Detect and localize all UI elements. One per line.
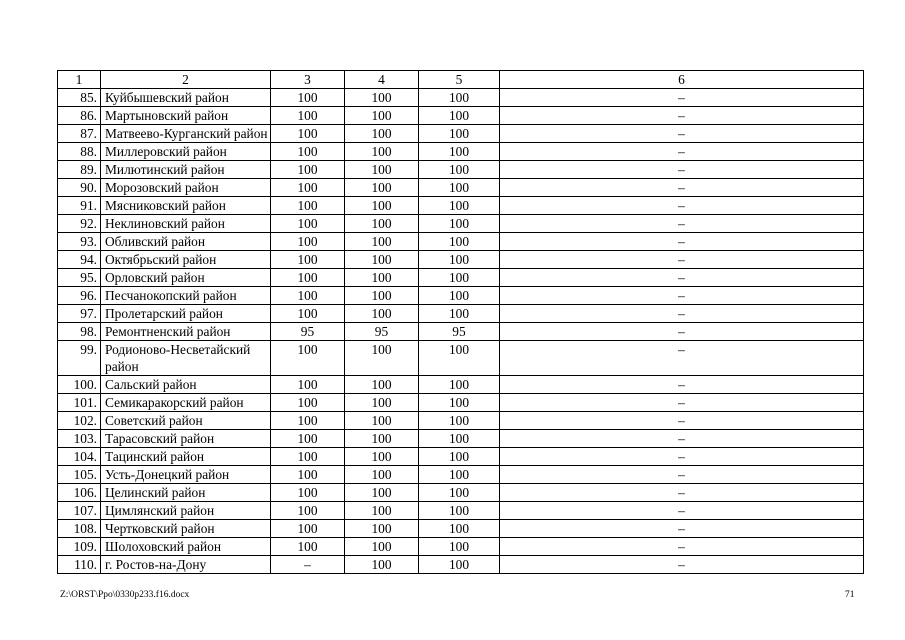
district-name-cell: Усть-Донецкий район bbox=[101, 466, 271, 484]
row-number-cell: 92. bbox=[58, 215, 101, 233]
district-name-cell: Тарасовский район bbox=[101, 430, 271, 448]
header-cell: 6 bbox=[500, 71, 864, 89]
value-cell-6: – bbox=[500, 502, 864, 520]
value-cell-4: 100 bbox=[345, 412, 419, 430]
value-cell-6: – bbox=[500, 430, 864, 448]
value-cell-4: 100 bbox=[345, 376, 419, 394]
district-name-cell: Цимлянский район bbox=[101, 502, 271, 520]
row-number-cell: 97. bbox=[58, 305, 101, 323]
value-cell-4: 100 bbox=[345, 466, 419, 484]
value-cell-4: 100 bbox=[345, 251, 419, 269]
value-cell-5: 100 bbox=[419, 394, 500, 412]
value-cell-3: 100 bbox=[271, 269, 345, 287]
table-row bbox=[58, 520, 864, 538]
row-number-cell: 106. bbox=[58, 484, 101, 502]
header-cell: 1 bbox=[58, 71, 101, 89]
value-cell-3: 100 bbox=[271, 215, 345, 233]
value-cell-3: 100 bbox=[271, 89, 345, 107]
district-name-cell: Матвеево-Курганский район bbox=[101, 125, 271, 143]
value-cell-6: – bbox=[500, 556, 864, 574]
value-cell-6: – bbox=[500, 215, 864, 233]
row-number-cell: 105. bbox=[58, 466, 101, 484]
value-cell-5: 100 bbox=[419, 341, 500, 376]
table-row bbox=[58, 430, 864, 448]
district-name-cell: Ремонтненский район bbox=[101, 323, 271, 341]
value-cell-3: 100 bbox=[271, 484, 345, 502]
value-cell-3: 100 bbox=[271, 520, 345, 538]
table-row bbox=[58, 466, 864, 484]
value-cell-5: 100 bbox=[419, 251, 500, 269]
value-cell-3: 100 bbox=[271, 430, 345, 448]
value-cell-5: 100 bbox=[419, 143, 500, 161]
row-number-cell: 108. bbox=[58, 520, 101, 538]
table-header-row bbox=[58, 71, 864, 89]
row-number-cell: 100. bbox=[58, 376, 101, 394]
value-cell-6: – bbox=[500, 341, 864, 376]
value-cell-4: 100 bbox=[345, 538, 419, 556]
value-cell-3: 95 bbox=[271, 323, 345, 341]
district-name-cell: Целинский район bbox=[101, 484, 271, 502]
district-name-cell: Песчанокопский район bbox=[101, 287, 271, 305]
value-cell-6: – bbox=[500, 233, 864, 251]
district-name-cell: Обливский район bbox=[101, 233, 271, 251]
value-cell-4: 100 bbox=[345, 107, 419, 125]
table-row bbox=[58, 269, 864, 287]
row-number-cell: 107. bbox=[58, 502, 101, 520]
district-name-cell: Сальский район bbox=[101, 376, 271, 394]
table-row bbox=[58, 341, 864, 376]
value-cell-3: 100 bbox=[271, 287, 345, 305]
value-cell-5: 100 bbox=[419, 484, 500, 502]
value-cell-4: 100 bbox=[345, 287, 419, 305]
file-path: Z:\ORST\Ppo\0330p233.f16.docx bbox=[60, 590, 190, 600]
table-row bbox=[58, 143, 864, 161]
row-number-cell: 103. bbox=[58, 430, 101, 448]
table-row bbox=[58, 448, 864, 466]
value-cell-4: 100 bbox=[345, 448, 419, 466]
value-cell-6: – bbox=[500, 287, 864, 305]
table-row bbox=[58, 323, 864, 341]
value-cell-3: 100 bbox=[271, 538, 345, 556]
value-cell-6: – bbox=[500, 376, 864, 394]
row-number-cell: 101. bbox=[58, 394, 101, 412]
value-cell-5: 100 bbox=[419, 269, 500, 287]
value-cell-6: – bbox=[500, 197, 864, 215]
value-cell-3: 100 bbox=[271, 251, 345, 269]
value-cell-3: 100 bbox=[271, 502, 345, 520]
page-number: 71 bbox=[845, 590, 855, 600]
value-cell-5: 95 bbox=[419, 323, 500, 341]
value-cell-3: 100 bbox=[271, 233, 345, 251]
value-cell-5: 100 bbox=[419, 538, 500, 556]
row-number-cell: 85. bbox=[58, 89, 101, 107]
row-number-cell: 93. bbox=[58, 233, 101, 251]
value-cell-6: – bbox=[500, 448, 864, 466]
row-number-cell: 104. bbox=[58, 448, 101, 466]
row-number-cell: 86. bbox=[58, 107, 101, 125]
value-cell-4: 100 bbox=[345, 125, 419, 143]
table-row bbox=[58, 233, 864, 251]
table-row bbox=[58, 412, 864, 430]
value-cell-4: 100 bbox=[345, 305, 419, 323]
value-cell-3: 100 bbox=[271, 341, 345, 376]
value-cell-4: 95 bbox=[345, 323, 419, 341]
district-name-cell: Морозовский район bbox=[101, 179, 271, 197]
value-cell-6: – bbox=[500, 161, 864, 179]
value-cell-5: 100 bbox=[419, 179, 500, 197]
table-row bbox=[58, 394, 864, 412]
value-cell-4: 100 bbox=[345, 502, 419, 520]
header-cell: 5 bbox=[419, 71, 500, 89]
value-cell-5: 100 bbox=[419, 520, 500, 538]
value-cell-5: 100 bbox=[419, 107, 500, 125]
header-cell: 2 bbox=[101, 71, 271, 89]
row-number-cell: 91. bbox=[58, 197, 101, 215]
value-cell-6: – bbox=[500, 107, 864, 125]
data-table bbox=[57, 70, 864, 574]
value-cell-3: 100 bbox=[271, 412, 345, 430]
row-number-cell: 95. bbox=[58, 269, 101, 287]
value-cell-5: 100 bbox=[419, 376, 500, 394]
value-cell-4: 100 bbox=[345, 89, 419, 107]
district-name-cell: Неклиновский район bbox=[101, 215, 271, 233]
table-row bbox=[58, 376, 864, 394]
row-number-cell: 90. bbox=[58, 179, 101, 197]
district-name-cell: Милютинский район bbox=[101, 161, 271, 179]
value-cell-5: 100 bbox=[419, 556, 500, 574]
value-cell-3: 100 bbox=[271, 197, 345, 215]
value-cell-6: – bbox=[500, 538, 864, 556]
row-number-cell: 94. bbox=[58, 251, 101, 269]
district-name-cell: Орловский район bbox=[101, 269, 271, 287]
value-cell-4: 100 bbox=[345, 197, 419, 215]
table-row bbox=[58, 89, 864, 107]
row-number-cell: 110. bbox=[58, 556, 101, 574]
value-cell-5: 100 bbox=[419, 448, 500, 466]
row-number-cell: 98. bbox=[58, 323, 101, 341]
value-cell-5: 100 bbox=[419, 466, 500, 484]
row-number-cell: 99. bbox=[58, 341, 101, 376]
value-cell-6: – bbox=[500, 89, 864, 107]
row-number-cell: 102. bbox=[58, 412, 101, 430]
value-cell-3: 100 bbox=[271, 161, 345, 179]
value-cell-4: 100 bbox=[345, 215, 419, 233]
value-cell-3: 100 bbox=[271, 466, 345, 484]
value-cell-4: 100 bbox=[345, 484, 419, 502]
district-name-cell: Семикаракорский район bbox=[101, 394, 271, 412]
value-cell-5: 100 bbox=[419, 412, 500, 430]
table-row bbox=[58, 251, 864, 269]
table-row bbox=[58, 215, 864, 233]
value-cell-3: 100 bbox=[271, 125, 345, 143]
district-name-cell: Родионово-Несветайский район bbox=[101, 341, 271, 376]
value-cell-5: 100 bbox=[419, 161, 500, 179]
row-number-cell: 109. bbox=[58, 538, 101, 556]
table-row bbox=[58, 107, 864, 125]
value-cell-4: 100 bbox=[345, 161, 419, 179]
row-number-cell: 89. bbox=[58, 161, 101, 179]
table-row bbox=[58, 161, 864, 179]
value-cell-3: 100 bbox=[271, 394, 345, 412]
district-name-cell: Мясниковский район bbox=[101, 197, 271, 215]
table-row bbox=[58, 502, 864, 520]
district-name-cell: Шолоховский район bbox=[101, 538, 271, 556]
value-cell-3: – bbox=[271, 556, 345, 574]
value-cell-5: 100 bbox=[419, 125, 500, 143]
value-cell-4: 100 bbox=[345, 269, 419, 287]
district-name-cell: Куйбышевский район bbox=[101, 89, 271, 107]
value-cell-6: – bbox=[500, 484, 864, 502]
district-name-cell: Мартыновский район bbox=[101, 107, 271, 125]
value-cell-6: – bbox=[500, 179, 864, 197]
value-cell-4: 100 bbox=[345, 341, 419, 376]
header-cell: 3 bbox=[271, 71, 345, 89]
value-cell-6: – bbox=[500, 251, 864, 269]
district-name-cell: Миллеровский район bbox=[101, 143, 271, 161]
value-cell-4: 100 bbox=[345, 430, 419, 448]
row-number-cell: 96. bbox=[58, 287, 101, 305]
value-cell-3: 100 bbox=[271, 448, 345, 466]
value-cell-4: 100 bbox=[345, 233, 419, 251]
value-cell-4: 100 bbox=[345, 394, 419, 412]
table-row bbox=[58, 305, 864, 323]
value-cell-5: 100 bbox=[419, 233, 500, 251]
district-name-cell: Советский район bbox=[101, 412, 271, 430]
table-row bbox=[58, 125, 864, 143]
district-name-cell: Октябрьский район bbox=[101, 251, 271, 269]
value-cell-4: 100 bbox=[345, 520, 419, 538]
value-cell-5: 100 bbox=[419, 502, 500, 520]
value-cell-6: – bbox=[500, 466, 864, 484]
value-cell-6: – bbox=[500, 125, 864, 143]
table-row bbox=[58, 556, 864, 574]
value-cell-5: 100 bbox=[419, 430, 500, 448]
value-cell-6: – bbox=[500, 412, 864, 430]
value-cell-5: 100 bbox=[419, 89, 500, 107]
value-cell-5: 100 bbox=[419, 287, 500, 305]
table-row bbox=[58, 197, 864, 215]
district-name-cell: Чертковский район bbox=[101, 520, 271, 538]
value-cell-5: 100 bbox=[419, 197, 500, 215]
value-cell-4: 100 bbox=[345, 179, 419, 197]
district-name-cell: Тацинский район bbox=[101, 448, 271, 466]
row-number-cell: 87. bbox=[58, 125, 101, 143]
header-cell: 4 bbox=[345, 71, 419, 89]
value-cell-3: 100 bbox=[271, 376, 345, 394]
value-cell-3: 100 bbox=[271, 107, 345, 125]
row-number-cell: 88. bbox=[58, 143, 101, 161]
district-name-cell: Пролетарский район bbox=[101, 305, 271, 323]
value-cell-6: – bbox=[500, 520, 864, 538]
value-cell-3: 100 bbox=[271, 143, 345, 161]
value-cell-6: – bbox=[500, 323, 864, 341]
value-cell-3: 100 bbox=[271, 179, 345, 197]
table-row bbox=[58, 484, 864, 502]
value-cell-3: 100 bbox=[271, 305, 345, 323]
value-cell-6: – bbox=[500, 305, 864, 323]
value-cell-6: – bbox=[500, 143, 864, 161]
value-cell-6: – bbox=[500, 269, 864, 287]
table-row bbox=[58, 179, 864, 197]
value-cell-4: 100 bbox=[345, 143, 419, 161]
district-name-cell: г. Ростов-на-Дону bbox=[101, 556, 271, 574]
table-row bbox=[58, 287, 864, 305]
value-cell-4: 100 bbox=[345, 556, 419, 574]
value-cell-5: 100 bbox=[419, 305, 500, 323]
table-row bbox=[58, 538, 864, 556]
value-cell-6: – bbox=[500, 394, 864, 412]
value-cell-5: 100 bbox=[419, 215, 500, 233]
